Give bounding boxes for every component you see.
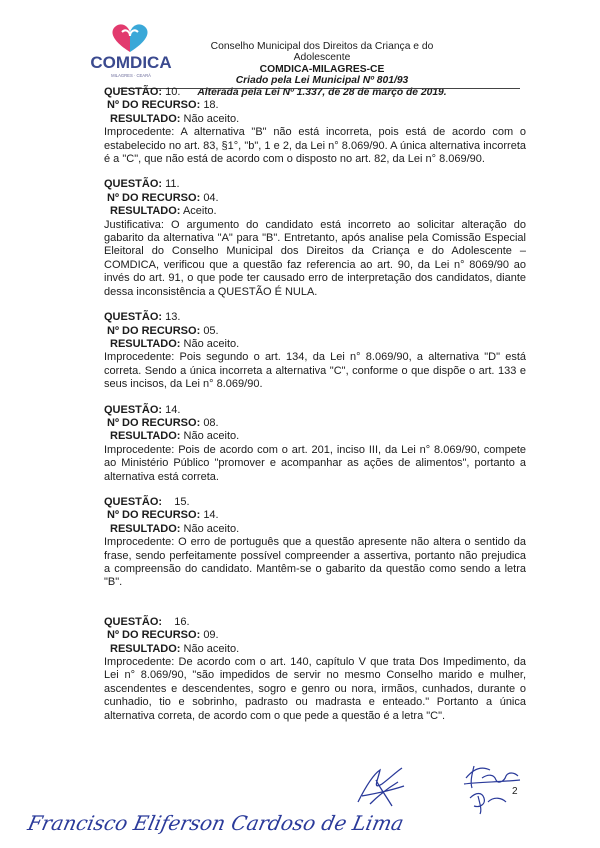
appeal-number-line: Nº DO RECURSO: 18. bbox=[107, 99, 219, 112]
justification-text: Improcedente: Pois de acordo com o art. 201, inciso III, da Lei n° 8.069/90, compete ao Ministério Público "promover e acompanhar as ações de alimentos", portanto a alternativa está correta. bbox=[104, 443, 526, 483]
question-line: QUESTÃO: 16. bbox=[104, 615, 190, 628]
question-block bbox=[104, 616, 526, 723]
question-line: QUESTÃO: 14. bbox=[104, 403, 181, 416]
logo-tagline: MILAGRES · CEARÁ bbox=[111, 73, 151, 78]
question-line: QUESTÃO: 15. bbox=[104, 495, 190, 508]
heart-icon-right bbox=[130, 24, 148, 52]
question-line: QUESTÃO: 10. bbox=[104, 86, 181, 98]
handwritten-name: Francisco Eliferson Cardoso de Lima bbox=[25, 811, 406, 835]
justification-text: Improcedente: De acordo com o art. 140, capítulo V que trata Dos Impedimento, da Lei n° 8.069/90, "são impedidos de servir no mesmo Conselho marido e mulher, ascendentes e descendentes, sogro e genro ou nora, irmãos, cunhados, durante o cunhadio, tio e sobrinho, padrasto ou madrasta e enteado." Portanto a única alternativa correta, de acordo com o que pede a questão é a letra "C". bbox=[104, 656, 526, 722]
question-block bbox=[104, 86, 526, 166]
question-block bbox=[104, 496, 526, 590]
appeal-number-line: Nº DO RECURSO: 04. bbox=[107, 191, 219, 204]
appeal-number-line: Nº DO RECURSO: 08. bbox=[107, 416, 219, 429]
appeal-number-line: Nº DO RECURSO: 09. bbox=[107, 629, 219, 642]
signature-initials-right bbox=[460, 758, 526, 818]
header-line-amendment: Alterada pela Lei Nº 1.337, de 28 de março de 2019. bbox=[197, 86, 447, 98]
justification-text: Improcedente: A alternativa "B" não está incorreta, pois está de acordo com o estabelecido no art. 83, §1°, "b", 1 e 2, da Lei n° 8.069/90. A única alternativa incorreta é a "C", que não está de acordo com o disposto no art. 82, da Lei n° 8.069/90. bbox=[104, 126, 526, 166]
handwritten-name-signature bbox=[24, 796, 406, 844]
comdica-logo bbox=[78, 18, 184, 80]
result-line: RESULTADO: Não aceito. bbox=[110, 642, 240, 655]
appeals-results bbox=[104, 86, 526, 735]
header-line-law: Criado pela Lei Municipal Nº 801/93 bbox=[235, 75, 409, 87]
result-line: RESULTADO: Não aceito. bbox=[110, 112, 240, 125]
result-line: RESULTADO: Não aceito. bbox=[110, 522, 240, 535]
logo-text: COMDICA bbox=[90, 53, 172, 72]
header-line-council: Conselho Municipal dos Direitos da Criança e do Adolescente bbox=[210, 41, 434, 64]
appeal-number-line: Nº DO RECURSO: 05. bbox=[107, 324, 219, 337]
question-line: QUESTÃO: 11. bbox=[104, 178, 180, 191]
justification-text: Improcedente: Pois segundo o art. 134, da Lei n° 8.069/90, a alternativa "D" está correta. Sendo a única incorreta a alternativa "C", conforme o que dispõe o art. 133 e seus incisos, da Lei n° 8.069/90. bbox=[104, 351, 526, 391]
result-line: RESULTADO: Aceito. bbox=[110, 205, 217, 218]
justification-text: Justificativa: O argumento do candidato está incorreto ao solicitar alteração do gabarito da alternativa "A" para "B". Entretanto, após analise pela Comissão Especial Eleitoral do Conselho Municipal dos Direitos da Criança e do Adolescente – COMDICA, verificou que a questão faz referencia ao art. 90, da Lei n° 8069/90 ao invés do art. 91, o que pode ter causado erro de interpretação dos candidatos, diante dessa inconsistência a QUESTÃO É NULA. bbox=[104, 218, 526, 298]
page-number: 2 bbox=[512, 786, 518, 797]
header-line-acronym: COMDICA-MILAGRES-CE bbox=[259, 63, 385, 75]
signature-scribble-center bbox=[352, 766, 412, 812]
question-block bbox=[104, 178, 526, 299]
question-block bbox=[104, 404, 526, 484]
heart-icon-left bbox=[112, 24, 130, 52]
document-header bbox=[0, 0, 600, 98]
question-block bbox=[104, 311, 526, 391]
appeal-number-line: Nº DO RECURSO: 14. bbox=[107, 509, 219, 522]
justification-text: Improcedente: O erro de português que a questão apresente não altera o sentido da frase, sendo perfeitamente possível compreender a assertiva, portanto não prejudica a compreensão do candidato. Mantêm-se o gabarito da questão como sendo a letra "B". bbox=[104, 536, 526, 589]
result-line: RESULTADO: Não aceito. bbox=[110, 430, 240, 443]
question-line: QUESTÃO: 13. bbox=[104, 311, 181, 324]
result-line: RESULTADO: Não aceito. bbox=[110, 337, 240, 350]
